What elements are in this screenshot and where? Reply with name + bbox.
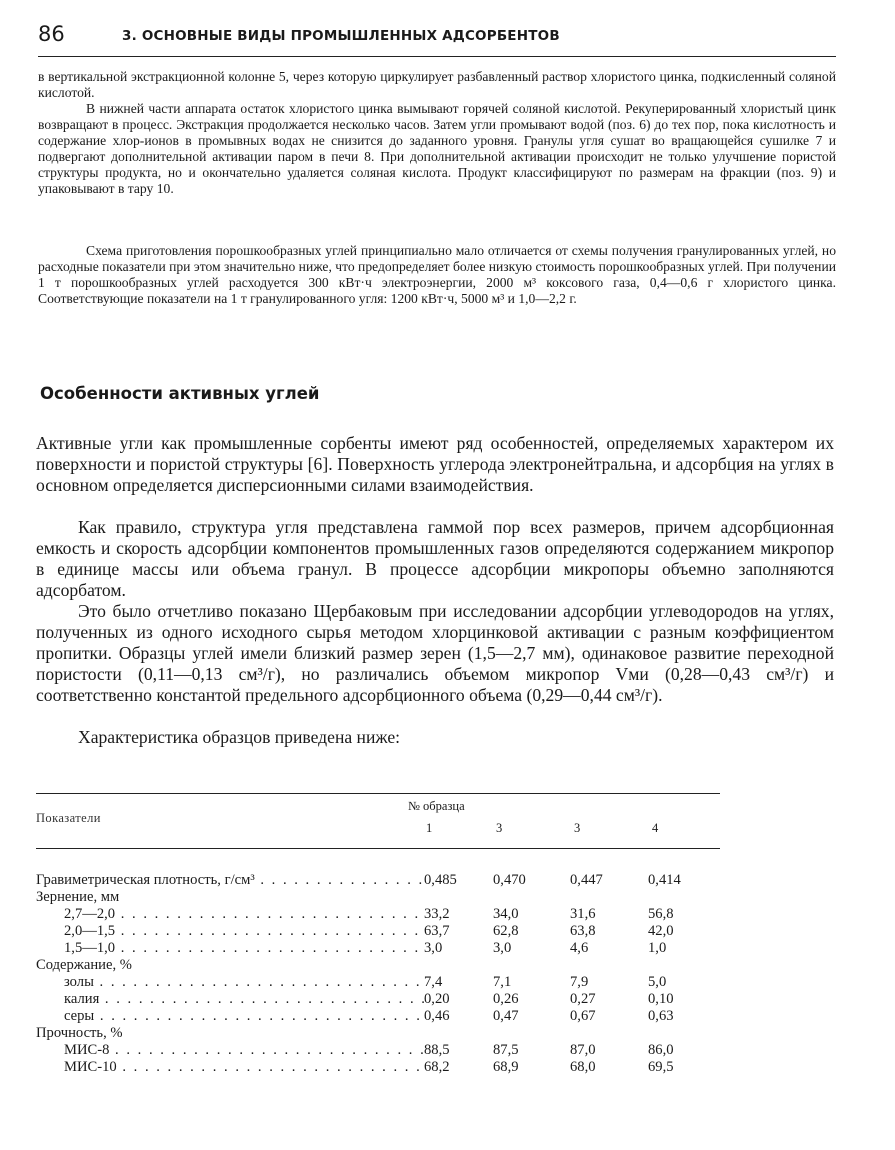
body-paragraph-4 — [36, 727, 834, 748]
cell-value: 0,63 — [648, 1008, 674, 1024]
cell-value: 88,5 — [424, 1042, 450, 1058]
cell-value: 42,0 — [648, 923, 674, 939]
row-label: Гравиметрическая плотность, г/см³ . . . — [36, 872, 426, 889]
cell-value: 0,10 — [648, 991, 674, 1007]
intro-paragraph-3 — [38, 243, 836, 307]
table-row — [36, 1042, 720, 1059]
cell-value: 0,470 — [493, 872, 526, 888]
table-row — [36, 1025, 720, 1042]
cell-value: 5,0 — [648, 974, 667, 990]
cell-value: 86,0 — [648, 1042, 674, 1058]
table-top-rule — [36, 793, 720, 794]
table-group-header: № образца — [408, 799, 465, 813]
cell-value: 1,0 — [648, 940, 667, 956]
paragraph-text: Схема приготовления порошкообразных углей принципиально мало отличается от схемы получения гранулированных углей, но расходные показатели при этом значительно ниже, что предопределяет более низкую стоимость порошкообразных углей. При получении 1 т порошкообразных углей расходуется 300 кВт·ч электроэнергии, 2000 м³ коксового газа, 0,4—0,6 г хлористого цинка. Соответствующие показатели на 1 т гранулированного угля: 1200 кВт·ч, 5000 м³ и 1,0—2,2 г. — [38, 243, 836, 306]
cell-value: 4,6 — [570, 940, 589, 956]
cell-value: 63,7 — [424, 923, 450, 939]
section-heading: Особенности активных углей — [40, 384, 320, 403]
table-row — [36, 1059, 720, 1076]
sample-number-header: 3 — [496, 821, 503, 835]
cell-value: 68,2 — [424, 1059, 450, 1075]
table-row — [36, 906, 720, 923]
row-label: 1,5—1,0 . . . — [64, 940, 426, 957]
cell-value: 0,47 — [493, 1008, 519, 1024]
cell-value: 31,6 — [570, 906, 596, 922]
cell-value: 34,0 — [493, 906, 519, 922]
body-paragraph-1 — [36, 433, 834, 496]
cell-value: 0,26 — [493, 991, 519, 1007]
cell-value: 69,5 — [648, 1059, 674, 1075]
row-label: Зернение, мм — [36, 889, 120, 905]
paragraph-text: Характеристика образцов приведена ниже: — [78, 727, 401, 747]
row-label: серы . . . — [64, 1008, 426, 1025]
cell-value: 0,20 — [424, 991, 450, 1007]
cell-value: 7,9 — [570, 974, 589, 990]
body-paragraph-3 — [36, 601, 834, 706]
cell-value: 0,46 — [424, 1008, 450, 1024]
table-row — [36, 872, 720, 889]
table-row — [36, 940, 720, 957]
row-label: калия . . . — [64, 991, 426, 1008]
cell-value: 0,485 — [424, 872, 457, 888]
samples-table — [36, 793, 720, 1093]
cell-value: 0,447 — [570, 872, 603, 888]
running-head — [38, 22, 818, 50]
cell-value: 68,9 — [493, 1059, 519, 1075]
sample-number-header: 1 — [426, 821, 433, 835]
intro-paragraph-1 — [38, 69, 836, 101]
page-number: 86 — [38, 22, 65, 46]
sample-number-header: 4 — [652, 821, 659, 835]
cell-value: 0,27 — [570, 991, 596, 1007]
intro-paragraph-2 — [38, 101, 836, 196]
table-row — [36, 889, 720, 906]
body-paragraph-2 — [36, 517, 834, 601]
table-header-rule — [36, 848, 720, 849]
paragraph-text: В нижней части аппарата остаток хлористого цинка вымывают горячей соляной кислотой. Рекуперированный хлористый цинк возвращают в процесс. Экстракция продолжается несколько часов. Затем угли промывают водой (поз. 6) до тех пор, пока кислотность и содержание хлор-ионов в промывных водах не снизится до заданного уровня. Гранулы угля сушат во вращающейся сушилке 7 и подвергают дополнительной активации паром в печи 8. При дополнительной активации происходит не только улучшение пористой структуры продукта, но и окончательно удаляется соляная кислота. Продукт классифицируют по размерам на фракции (поз. 9) и упаковывают в тару 10. — [38, 101, 836, 196]
row-label: золы . . . — [64, 974, 426, 991]
row-label: МИС-8 . . . — [64, 1042, 426, 1059]
paragraph-text: Активные угли как промышленные сорбенты имеют ряд особенностей, определяемых характером их поверхности и пористой структуры [6]. Поверхность углерода электронейтральна, и адсорбция на углях в основном определяется дисперсионными силами взаимодействия. — [36, 433, 834, 495]
row-label: 2,7—2,0 . . . — [64, 906, 426, 923]
table-column-header: Показатели — [36, 811, 101, 825]
cell-value: 63,8 — [570, 923, 596, 939]
cell-value: 7,4 — [424, 974, 443, 990]
cell-value: 0,414 — [648, 872, 681, 888]
table-row — [36, 991, 720, 1008]
cell-value: 56,8 — [648, 906, 674, 922]
header-rule — [38, 56, 836, 57]
cell-value: 62,8 — [493, 923, 519, 939]
row-label: Содержание, % — [36, 957, 132, 973]
row-label: Прочность, % — [36, 1025, 123, 1041]
paragraph-text: Как правило, структура угля представлена гаммой пор всех размеров, причем адсорбционная емкость и скорость адсорбции компонентов промышленных газов определяются содержанием микропор в единице массы или объема гранул. В процессе адсорбции микропоры объемно заполняются адсорбатом. — [36, 517, 834, 600]
cell-value: 87,0 — [570, 1042, 596, 1058]
cell-value: 3,0 — [493, 940, 512, 956]
row-label: МИС-10 . . . — [64, 1059, 426, 1076]
table-row — [36, 974, 720, 991]
table-row — [36, 923, 720, 940]
cell-value: 33,2 — [424, 906, 450, 922]
paragraph-text: Это было отчетливо показано Щербаковым при исследовании адсорбции углеводородов на углях, полученных из одного исходного сырья методом хлорцинковой активации с разным коэффициентом пропитки. Образцы углей имели близкий размер зерен (1,5—2,7 мм), одинаковое развитие переходной пористости (0,11—0,13 см³/г), но различались объемом микропор Vми (0,28—0,43 см³/г) и соответственно константой предельного адсорбционного объема (0,29—0,44 см³/г). — [36, 601, 834, 705]
cell-value: 0,67 — [570, 1008, 596, 1024]
cell-value: 3,0 — [424, 940, 443, 956]
cell-value: 87,5 — [493, 1042, 519, 1058]
cell-value: 68,0 — [570, 1059, 596, 1075]
table-row — [36, 957, 720, 974]
row-label: 2,0—1,5 . . . — [64, 923, 426, 940]
paragraph-text: в вертикальной экстракционной колонне 5, через которую циркулирует разбавленный раствор хлористого цинка, подкисленный соляной кислотой. — [38, 69, 836, 100]
sample-number-header: 3 — [574, 821, 581, 835]
chapter-title: 3. ОСНОВНЫЕ ВИДЫ ПРОМЫШЛЕННЫХ АДСОРБЕНТОВ — [122, 28, 560, 44]
cell-value: 7,1 — [493, 974, 512, 990]
table-row — [36, 1008, 720, 1025]
